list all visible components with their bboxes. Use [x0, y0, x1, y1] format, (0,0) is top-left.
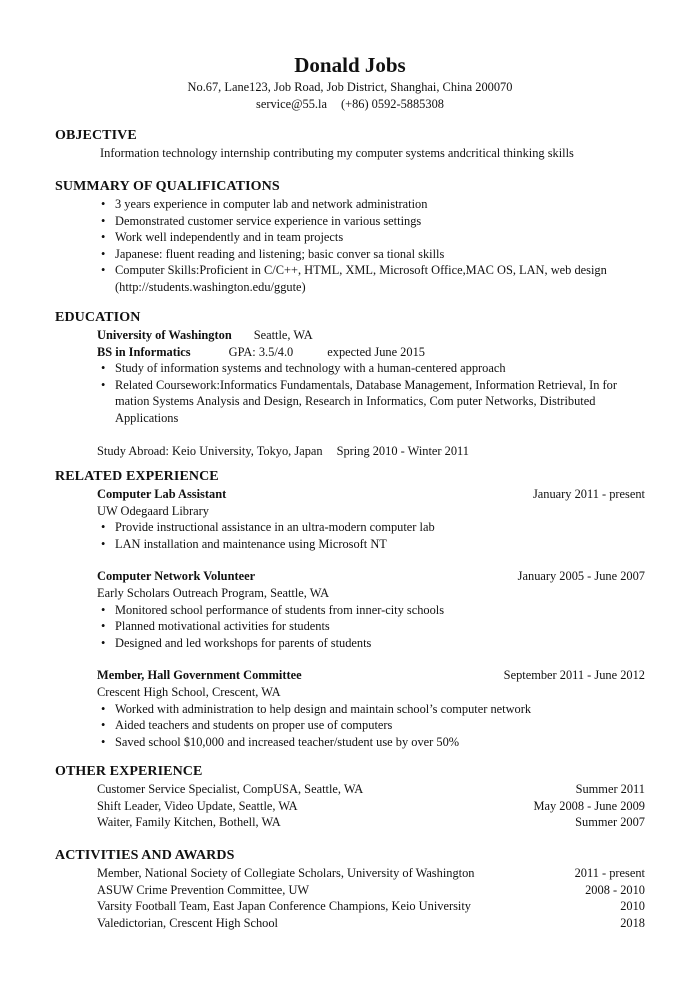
job-org: Early Scholars Outreach Program, Seattle, WA	[97, 585, 330, 600]
section-title: SUMMARY OF QUALIFICATIONS	[55, 179, 280, 194]
bullet-icon: •	[101, 361, 106, 376]
education-list	[55, 360, 645, 426]
bullet-icon: •	[101, 246, 106, 261]
table-row: Member, National Society of Collegiate Scholars, University of Washington 2011 - present	[97, 866, 645, 880]
section-title: OBJECTIVE	[55, 128, 137, 143]
table-row: Varsity Football Team, East Japan Conference Champions, Keio University 2010	[97, 899, 645, 914]
list-item: • Designed and led workshops for parents of students	[101, 635, 372, 650]
bullet-icon: •	[101, 213, 106, 228]
table-row: ASUW Crime Prevention Committee, UW 2008 - 2010	[97, 882, 645, 897]
related-experience-section	[55, 468, 645, 750]
table-row: Valedictorian, Crescent High School 2018	[97, 915, 645, 930]
study-abroad-dates: Spring 2010 - Winter 2011	[336, 443, 469, 458]
address: No.67, Lane123, Job Road, Job District, Shanghai, China 200070	[187, 80, 513, 94]
bullet-icon: •	[101, 718, 106, 733]
table-row: Waiter, Family Kitchen, Bothell, WA Summer 2007	[97, 815, 645, 830]
list-item: • Monitored school performance of students from inner-city schools	[101, 602, 445, 617]
bullet-icon: •	[101, 536, 106, 551]
job-entry	[55, 568, 645, 651]
expected-date: expected June 2015	[327, 344, 425, 359]
list-item: • Worked with administration to help design and maintain school’s computer network	[101, 701, 532, 716]
list-item: • Computer Skills:Proficient in C/C++, HTML, XML, Microsoft Office,MAC OS, LAN, web design (http://students.washington.edu/ggute)	[101, 263, 607, 294]
job-dates: January 2005 - June 2007	[517, 569, 645, 584]
list-item: • LAN installation and maintenance using Microsoft NT	[101, 536, 387, 551]
bullet-icon: •	[101, 701, 106, 716]
activities-section	[55, 847, 645, 931]
list-item: • Related Coursework:Informatics Fundamentals, Database Management, Information Retrieval, In for mation Systems Analysis and Design, Research in Informatics, Com puter Networks, Distributed Applications	[101, 377, 618, 425]
section-title: ACTIVITIES AND AWARDS	[55, 848, 235, 863]
resume-header	[0, 52, 700, 113]
bullet-icon: •	[101, 734, 106, 749]
study-abroad-line	[55, 443, 645, 460]
list-item: • Japanese: fluent reading and listening; basic conver sa tional skills	[101, 246, 445, 261]
list-item: • Demonstrated customer service experience in various settings	[101, 213, 422, 228]
summary-section	[55, 178, 645, 296]
table-row: Customer Service Specialist, CompUSA, Seattle, WA Summer 2011	[97, 782, 645, 796]
bullet-icon: •	[101, 197, 106, 211]
list-item: • Study of information systems and technology with a human-centered approach	[101, 361, 506, 376]
job-role: Member, Hall Government Committee	[97, 668, 302, 683]
education-section	[55, 309, 645, 459]
bullet-icon: •	[101, 230, 106, 245]
bullet-icon: •	[101, 520, 106, 535]
job-role: Computer Network Volunteer	[97, 569, 256, 584]
email: service@55.la	[256, 97, 327, 111]
list-item: • Aided teachers and students on proper use of computers	[101, 718, 393, 733]
job-dates: January 2011 - present	[532, 487, 645, 501]
gpa: GPA: 3.5/4.0	[228, 344, 294, 359]
job-dates: September 2011 - June 2012	[503, 668, 645, 683]
job-entry	[55, 486, 645, 552]
degree: BS in Informatics	[97, 344, 191, 359]
school-name: University of Washington	[97, 328, 232, 342]
other-experience-section	[55, 763, 645, 831]
objective-text: Information technology internship contributing my computer systems andcritical thinking skills	[100, 146, 574, 160]
bullet-icon: •	[101, 602, 106, 617]
job-org: Crescent High School, Crescent, WA	[97, 684, 281, 699]
job-org: UW Odegaard Library	[97, 503, 209, 518]
list-item: • 3 years experience in computer lab and network administration	[101, 197, 428, 211]
phone: (+86) 0592-5885308	[340, 97, 444, 111]
list-item: • Planned motivational activities for students	[101, 619, 330, 634]
list-item: • Provide instructional assistance in an ultra-modern computer lab	[101, 520, 435, 535]
job-role: Computer Lab Assistant	[97, 487, 227, 501]
section-title: EDUCATION	[55, 310, 141, 325]
bullet-icon: •	[101, 635, 106, 650]
list-item: • Saved school $10,000 and increased teacher/student use by over 50%	[101, 734, 460, 749]
list-item: • Work well independently and in team projects	[101, 230, 344, 245]
bullet-icon: •	[101, 377, 106, 392]
bullet-icon: •	[101, 263, 106, 278]
job-entry	[55, 667, 645, 750]
degree-line	[55, 344, 645, 361]
school-location: Seattle, WA	[253, 328, 313, 342]
candidate-name: Donald Jobs	[294, 53, 406, 77]
table-row: Shift Leader, Video Update, Seattle, WA May 2008 - June 2009	[97, 798, 645, 813]
contact-line	[0, 96, 700, 113]
school-line	[55, 327, 645, 344]
bullet-icon: •	[101, 619, 106, 634]
summary-list	[55, 196, 645, 296]
section-title: OTHER EXPERIENCE	[55, 764, 203, 779]
section-title: RELATED EXPERIENCE	[55, 469, 219, 484]
objective-section	[55, 127, 645, 162]
study-abroad: Study Abroad: Keio University, Tokyo, Japan	[97, 443, 323, 458]
